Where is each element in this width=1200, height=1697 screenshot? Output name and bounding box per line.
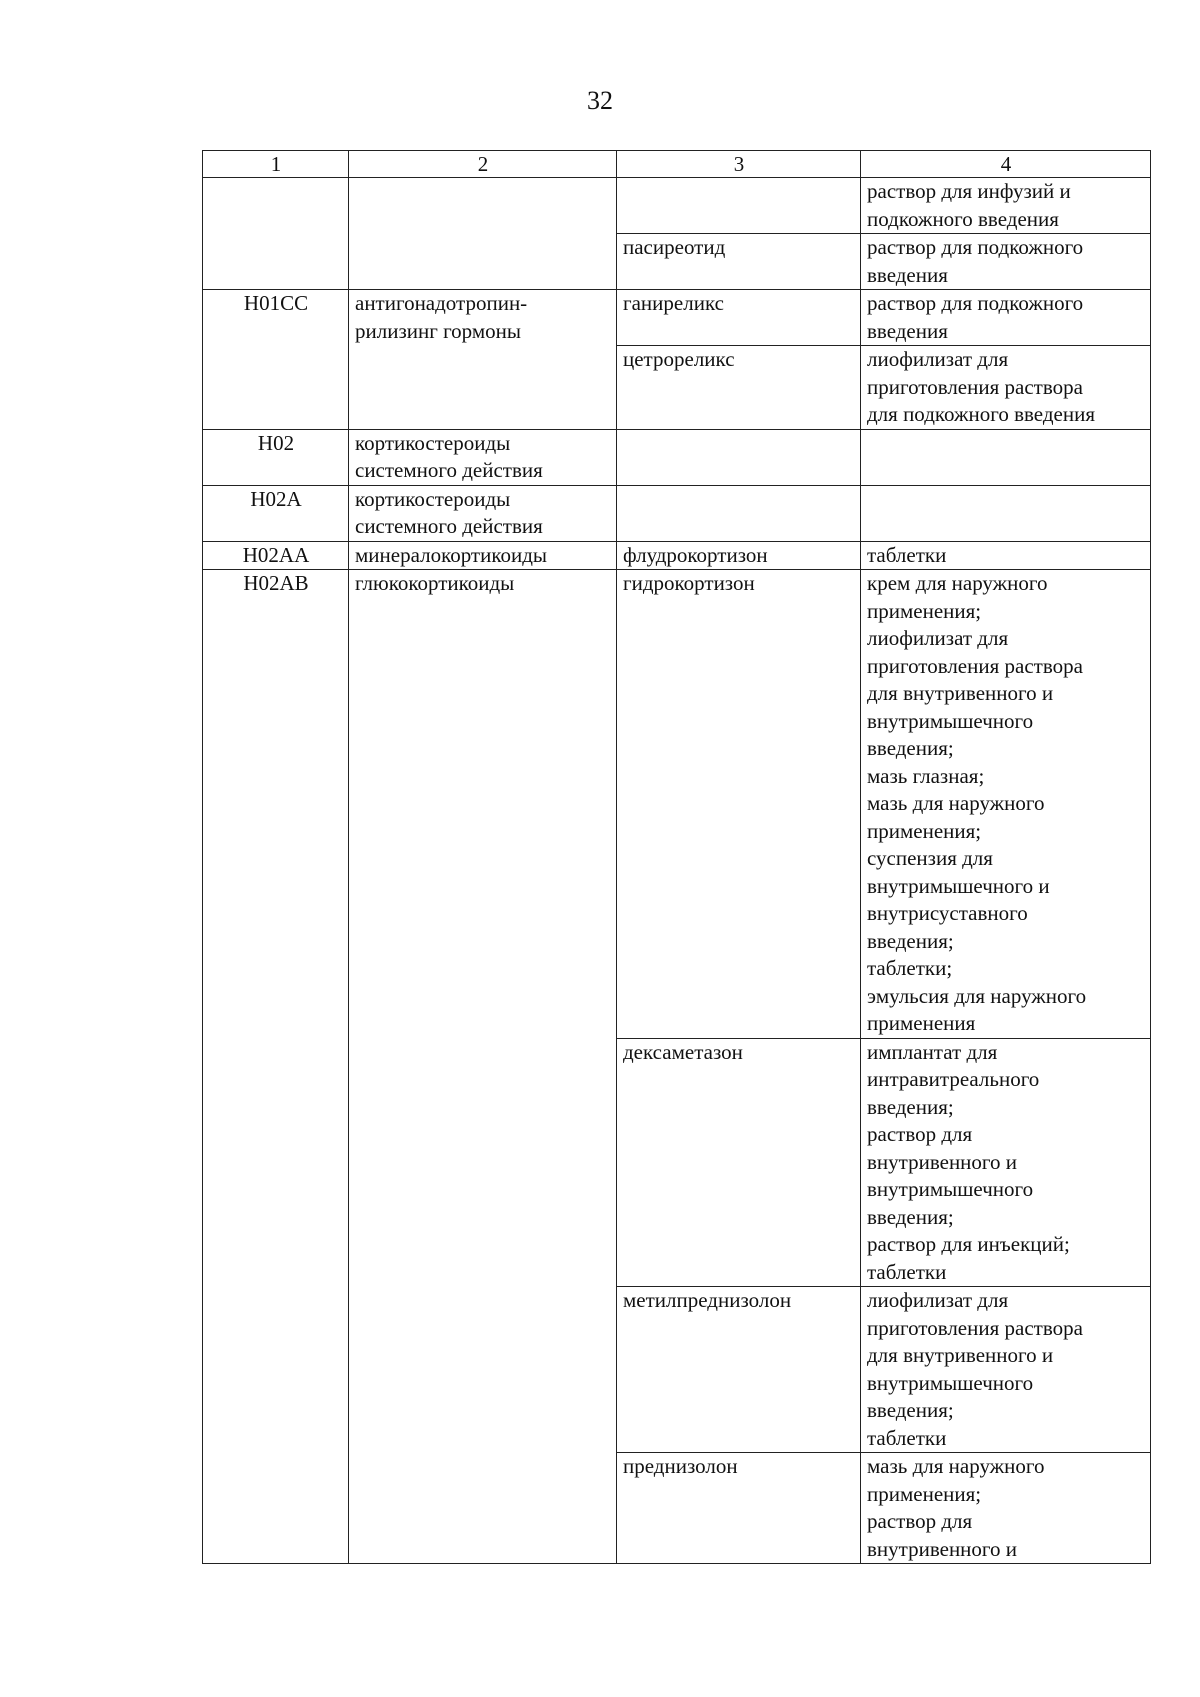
table-row xyxy=(203,178,1151,234)
drug-cell xyxy=(617,429,861,485)
drug-cell xyxy=(617,178,861,234)
table-header-row xyxy=(203,151,1151,178)
drug-cell: пасиреотид xyxy=(617,234,861,290)
atc-code-cell: H02AA xyxy=(203,541,349,570)
forms-cell: раствор для подкожного введения xyxy=(861,234,1151,290)
atc-code-cell: H02AB xyxy=(203,570,349,1564)
group-cell: глюкокортикоиды xyxy=(349,570,617,1564)
group-cell: кортикостероиды системного действия xyxy=(349,485,617,541)
table-row xyxy=(203,290,1151,346)
forms-cell: крем для наружного применения; лиофилизат для приготовления раствора для внутривенного и внутримышечного введения; мазь глазная; мазь для наружного применения; суспензия для внутримышечного и внутрисуставного введения; таблетки; эмульсия для наружного применения xyxy=(861,570,1151,1039)
forms-cell: раствор для инфузий и подкожного введения xyxy=(861,178,1151,234)
drug-cell: метилпреднизолон xyxy=(617,1287,861,1453)
table-row xyxy=(203,570,1151,1039)
forms-cell xyxy=(861,485,1151,541)
drug-cell: флудрокортизон xyxy=(617,541,861,570)
atc-code-cell: H02A xyxy=(203,485,349,541)
drug-cell: ганиреликс xyxy=(617,290,861,346)
forms-cell: мазь для наружного применения; раствор для внутривенного и xyxy=(861,1453,1151,1564)
table-row xyxy=(203,429,1151,485)
header-cell: 4 xyxy=(861,151,1151,178)
drug-cell: дексаметазон xyxy=(617,1038,861,1287)
forms-cell: имплантат для интравитреального введения; раствор для внутривенного и внутримышечного введения; раствор для инъекций; таблетки xyxy=(861,1038,1151,1287)
drug-cell xyxy=(617,485,861,541)
atc-code-cell: H01CC xyxy=(203,290,349,430)
table-row xyxy=(203,485,1151,541)
header-cell: 1 xyxy=(203,151,349,178)
atc-code-cell xyxy=(203,178,349,290)
group-cell: минералокортикоиды xyxy=(349,541,617,570)
drug-cell: цетрореликс xyxy=(617,346,861,430)
group-cell: кортикостероиды системного действия xyxy=(349,429,617,485)
forms-cell: лиофилизат для приготовления раствора для внутривенного и внутримышечного введения; таблетки xyxy=(861,1287,1151,1453)
table-row xyxy=(203,541,1151,570)
forms-cell: таблетки xyxy=(861,541,1151,570)
drug-cell: преднизолон xyxy=(617,1453,861,1564)
atc-code-cell: H02 xyxy=(203,429,349,485)
forms-cell: лиофилизат для приготовления раствора для подкожного введения xyxy=(861,346,1151,430)
drug-cell: гидрокортизон xyxy=(617,570,861,1039)
group-cell: антигонадотропин- рилизинг гормоны xyxy=(349,290,617,430)
header-cell: 2 xyxy=(349,151,617,178)
drug-table xyxy=(202,150,1151,1564)
header-cell: 3 xyxy=(617,151,861,178)
forms-cell: раствор для подкожного введения xyxy=(861,290,1151,346)
group-cell xyxy=(349,178,617,290)
page-number: 32 xyxy=(587,86,613,115)
forms-cell xyxy=(861,429,1151,485)
